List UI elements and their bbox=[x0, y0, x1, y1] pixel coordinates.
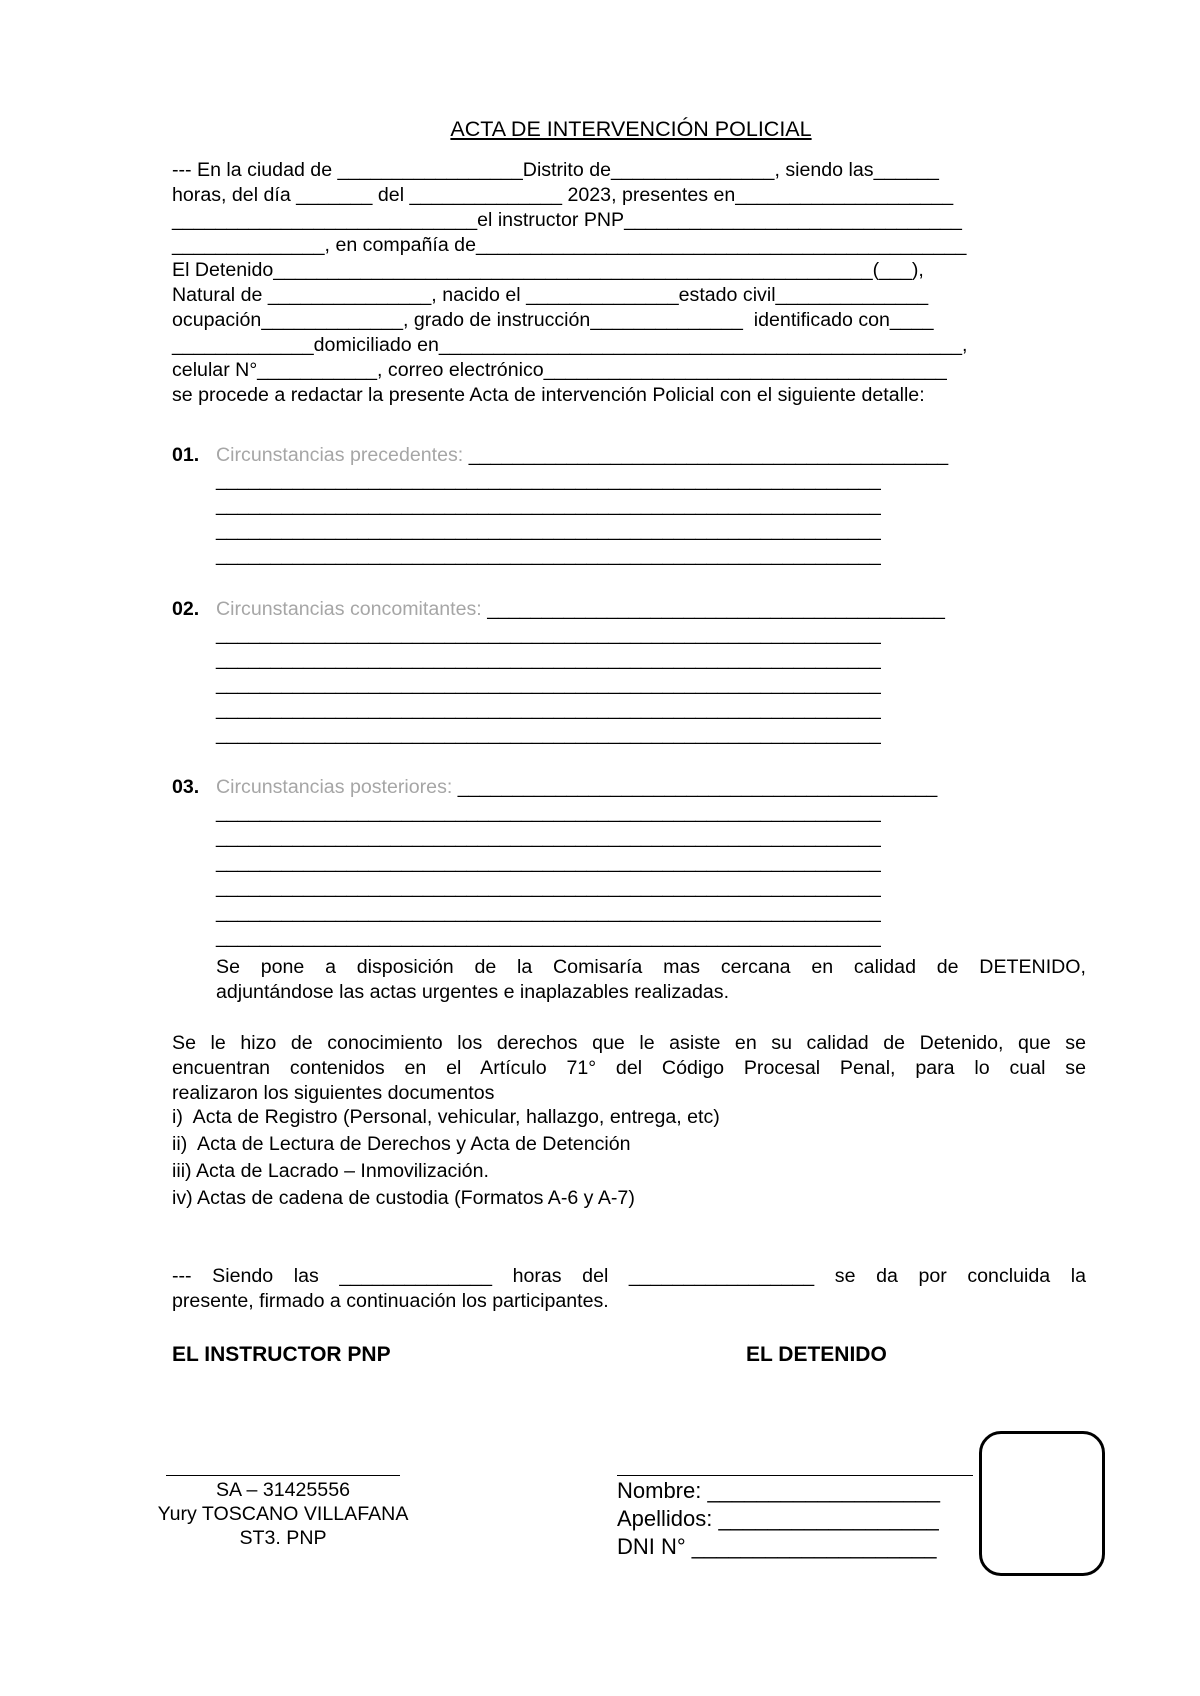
detenido-dni: DNI N° ____________________ bbox=[617, 1534, 937, 1559]
instructor-code: SA – 31425556 bbox=[215, 1479, 351, 1501]
blank-line: _____________________________________________________________ bbox=[216, 801, 881, 823]
intro-line: --- En la ciudad de _________________Distrito de_______________, siendo las______ bbox=[172, 159, 939, 181]
blank-line: _____________________________________________________________ bbox=[216, 826, 881, 848]
detenido-nombre: Nombre: ___________________ bbox=[617, 1478, 940, 1503]
blank-line: _____________________________________________________________ bbox=[216, 544, 881, 566]
instructor-rank: ST3. PNP bbox=[239, 1527, 327, 1549]
fingerprint-box bbox=[979, 1431, 1105, 1576]
document-title: ACTA DE INTERVENCIÓN POLICIAL bbox=[450, 117, 812, 141]
disposicion-line: adjuntándose las actas urgentes e inaplazables realizadas. bbox=[216, 981, 730, 1003]
blank-line: _____________________________________________________________ bbox=[216, 723, 881, 745]
intro-line: ______________, en compañía de_____________________________________________ bbox=[172, 234, 967, 256]
section-number: 02. bbox=[172, 598, 200, 620]
derechos-item: ii) Acta de Lectura de Derechos y Acta de Detención bbox=[172, 1133, 631, 1155]
instructor-signature-line bbox=[166, 1475, 400, 1476]
section-first-line bbox=[216, 443, 948, 467]
blank-line: _____________________________________________________________ bbox=[216, 876, 881, 898]
blank-line: _____________________________________________________________ bbox=[216, 851, 881, 873]
section-label: Circunstancias precedentes: bbox=[216, 444, 464, 466]
disposicion-line: Se pone a disposición de la Comisaría mas cercana en calidad de DETENIDO, bbox=[216, 956, 1086, 978]
cierre-line: --- Siendo las ______________ horas del _________________ se da por concluida la bbox=[172, 1265, 1086, 1287]
intro-line: Natural de _______________, nacido el ______________estado civil______________ bbox=[172, 284, 929, 306]
detenido-heading: EL DETENIDO bbox=[746, 1343, 887, 1366]
cierre-line: presente, firmado a continuación los participantes. bbox=[172, 1290, 609, 1312]
intro-line: ocupación_____________, grado de instrucción______________ identificado con____ bbox=[172, 309, 934, 331]
derechos-item: i) Acta de Registro (Personal, vehicular, hallazgo, entrega, etc) bbox=[172, 1106, 720, 1128]
derechos-line: Se le hizo de conocimiento los derechos que le asiste en su calidad de Detenido, que se bbox=[172, 1032, 1086, 1054]
blank-line: _____________________________________________________________ bbox=[216, 519, 881, 541]
instructor-name: Yury TOSCANO VILLAFANA bbox=[157, 1503, 409, 1525]
section-label: Circunstancias posteriores: bbox=[216, 776, 453, 798]
blank-line: _____________________________________________________________ bbox=[216, 698, 881, 720]
blank-line: _____________________________________________________________ bbox=[216, 469, 881, 491]
instructor-heading: EL INSTRUCTOR PNP bbox=[172, 1343, 391, 1366]
section-first-line bbox=[216, 775, 937, 799]
section-number: 03. bbox=[172, 776, 200, 798]
blank-line: ____________________________________________ bbox=[468, 444, 949, 466]
blank-line: _____________________________________________________________ bbox=[216, 623, 881, 645]
intro-line: horas, del día _______ del ______________ 2023, presentes en____________________ bbox=[172, 184, 954, 206]
intro-line: El Detenido_______________________________________________________(___), bbox=[172, 259, 924, 281]
intro-line: celular N°___________, correo electrónico_____________________________________ bbox=[172, 359, 947, 381]
blank-line: _____________________________________________________________ bbox=[216, 901, 881, 923]
blank-line: ____________________________________________ bbox=[457, 776, 938, 798]
blank-line: _____________________________________________________________ bbox=[216, 926, 881, 948]
derechos-line: realizaron los siguientes documentos bbox=[172, 1082, 495, 1104]
intro-line: _____________domiciliado en________________________________________________, bbox=[172, 334, 968, 356]
derechos-item: iii) Acta de Lacrado – Inmovilización. bbox=[172, 1160, 489, 1182]
intro-line: se procede a redactar la presente Acta de intervención Policial con el siguiente detalle: bbox=[172, 384, 925, 406]
section-label: Circunstancias concomitantes: bbox=[216, 598, 482, 620]
derechos-item: iv) Actas de cadena de custodia (Formatos A-6 y A-7) bbox=[172, 1187, 635, 1209]
section-first-line bbox=[216, 597, 945, 621]
blank-line: __________________________________________ bbox=[487, 598, 945, 620]
detenido-signature-line bbox=[617, 1475, 973, 1476]
blank-line: _____________________________________________________________ bbox=[216, 494, 881, 516]
blank-line: _____________________________________________________________ bbox=[216, 673, 881, 695]
detenido-apellidos: Apellidos: __________________ bbox=[617, 1506, 939, 1531]
blank-line: _____________________________________________________________ bbox=[216, 648, 881, 670]
intro-line: ____________________________el instructor PNP_______________________________ bbox=[172, 209, 962, 231]
derechos-line: encuentran contenidos en el Artículo 71° del Código Procesal Penal, para lo cual se bbox=[172, 1057, 1086, 1079]
section-number: 01. bbox=[172, 444, 200, 466]
